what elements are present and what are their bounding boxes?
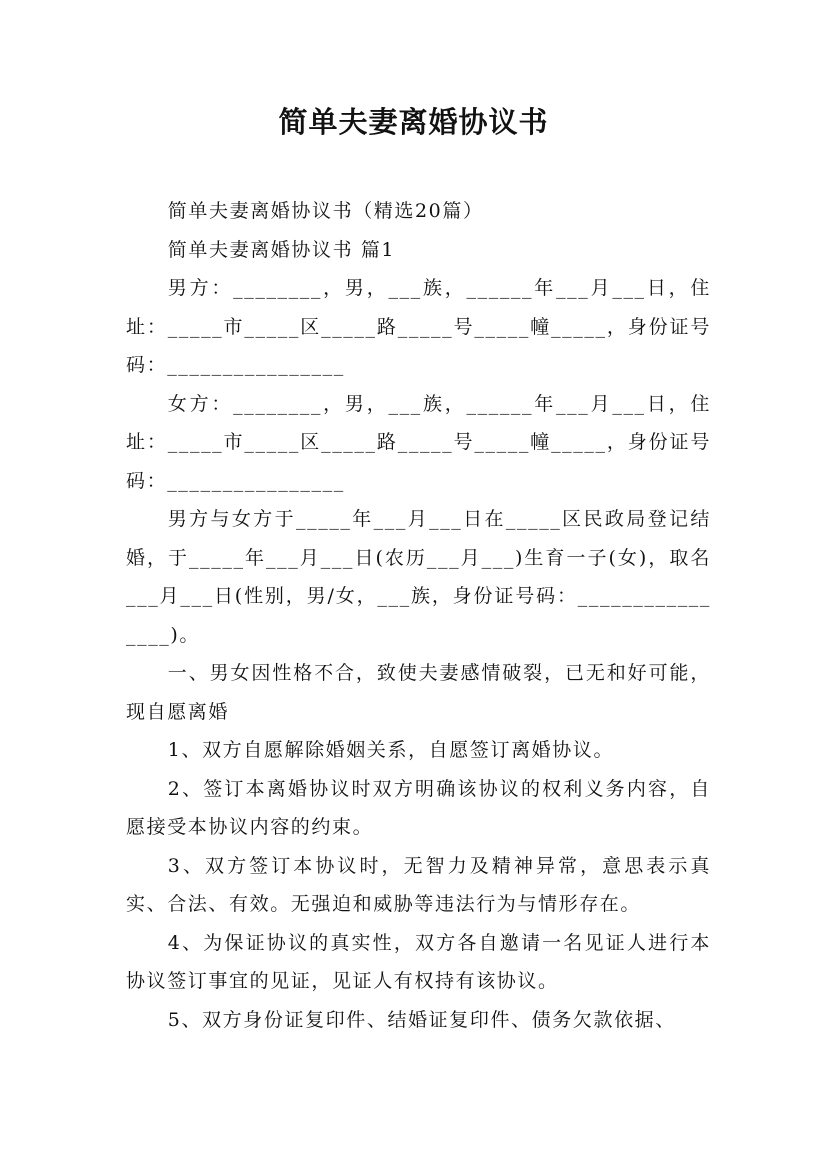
paragraph-section-heading: 简单夫妻离婚协议书 篇1	[167, 238, 396, 261]
paragraph-item-4: 4、为保证协议的真实性，双方各自邀请一名见证人进行本协议签订事宜的见证，见证人有权持有该协议。	[126, 931, 711, 992]
document-body	[126, 192, 711, 1039]
paragraph-clause-1: 一、男女因性格不合，致使夫妻感情破裂，已无和好可能，现自愿离婚	[126, 662, 711, 723]
paragraph-item-1: 1、双方自愿解除婚姻关系，自愿签订离婚协议。	[167, 739, 615, 761]
paragraph-male-party: 男方：________，男，___族，______年___月___日，住址：_____市_____区_____路_____号_____幢_____，身份证号码：________________	[126, 277, 711, 376]
paragraph-marriage-info: 男方与女方于_____年___月___日在_____区民政局登记结婚，于_____年___月___日(农历___月___)生育一子(女)，取名___月___日(性别，男/女，___族，身份证号码：________________)。	[126, 508, 711, 646]
paragraph-item-5: 5、双方身份证复印件、结婚证复印件、债务欠款依据、	[167, 1008, 676, 1031]
paragraph-subtitle: 简单夫妻离婚协议书（精选20篇）	[167, 200, 484, 222]
paragraph-item-3: 3、双方签订本协议时，无智力及精神异常，意思表示真实、合法、有效。无强迫和威胁等违法行为与情形存在。	[126, 854, 711, 915]
paragraph-female-party: 女方：________，男，___族，______年___月___日，住址：_____市_____区_____路_____号_____幢_____，身份证号码：________________	[126, 392, 711, 492]
paragraph-item-2: 2、签订本离婚协议时双方明确该协议的权利义务内容，自愿接受本协议内容的约束。	[126, 777, 711, 838]
document-title: 简单夫妻离婚协议书	[278, 105, 549, 139]
